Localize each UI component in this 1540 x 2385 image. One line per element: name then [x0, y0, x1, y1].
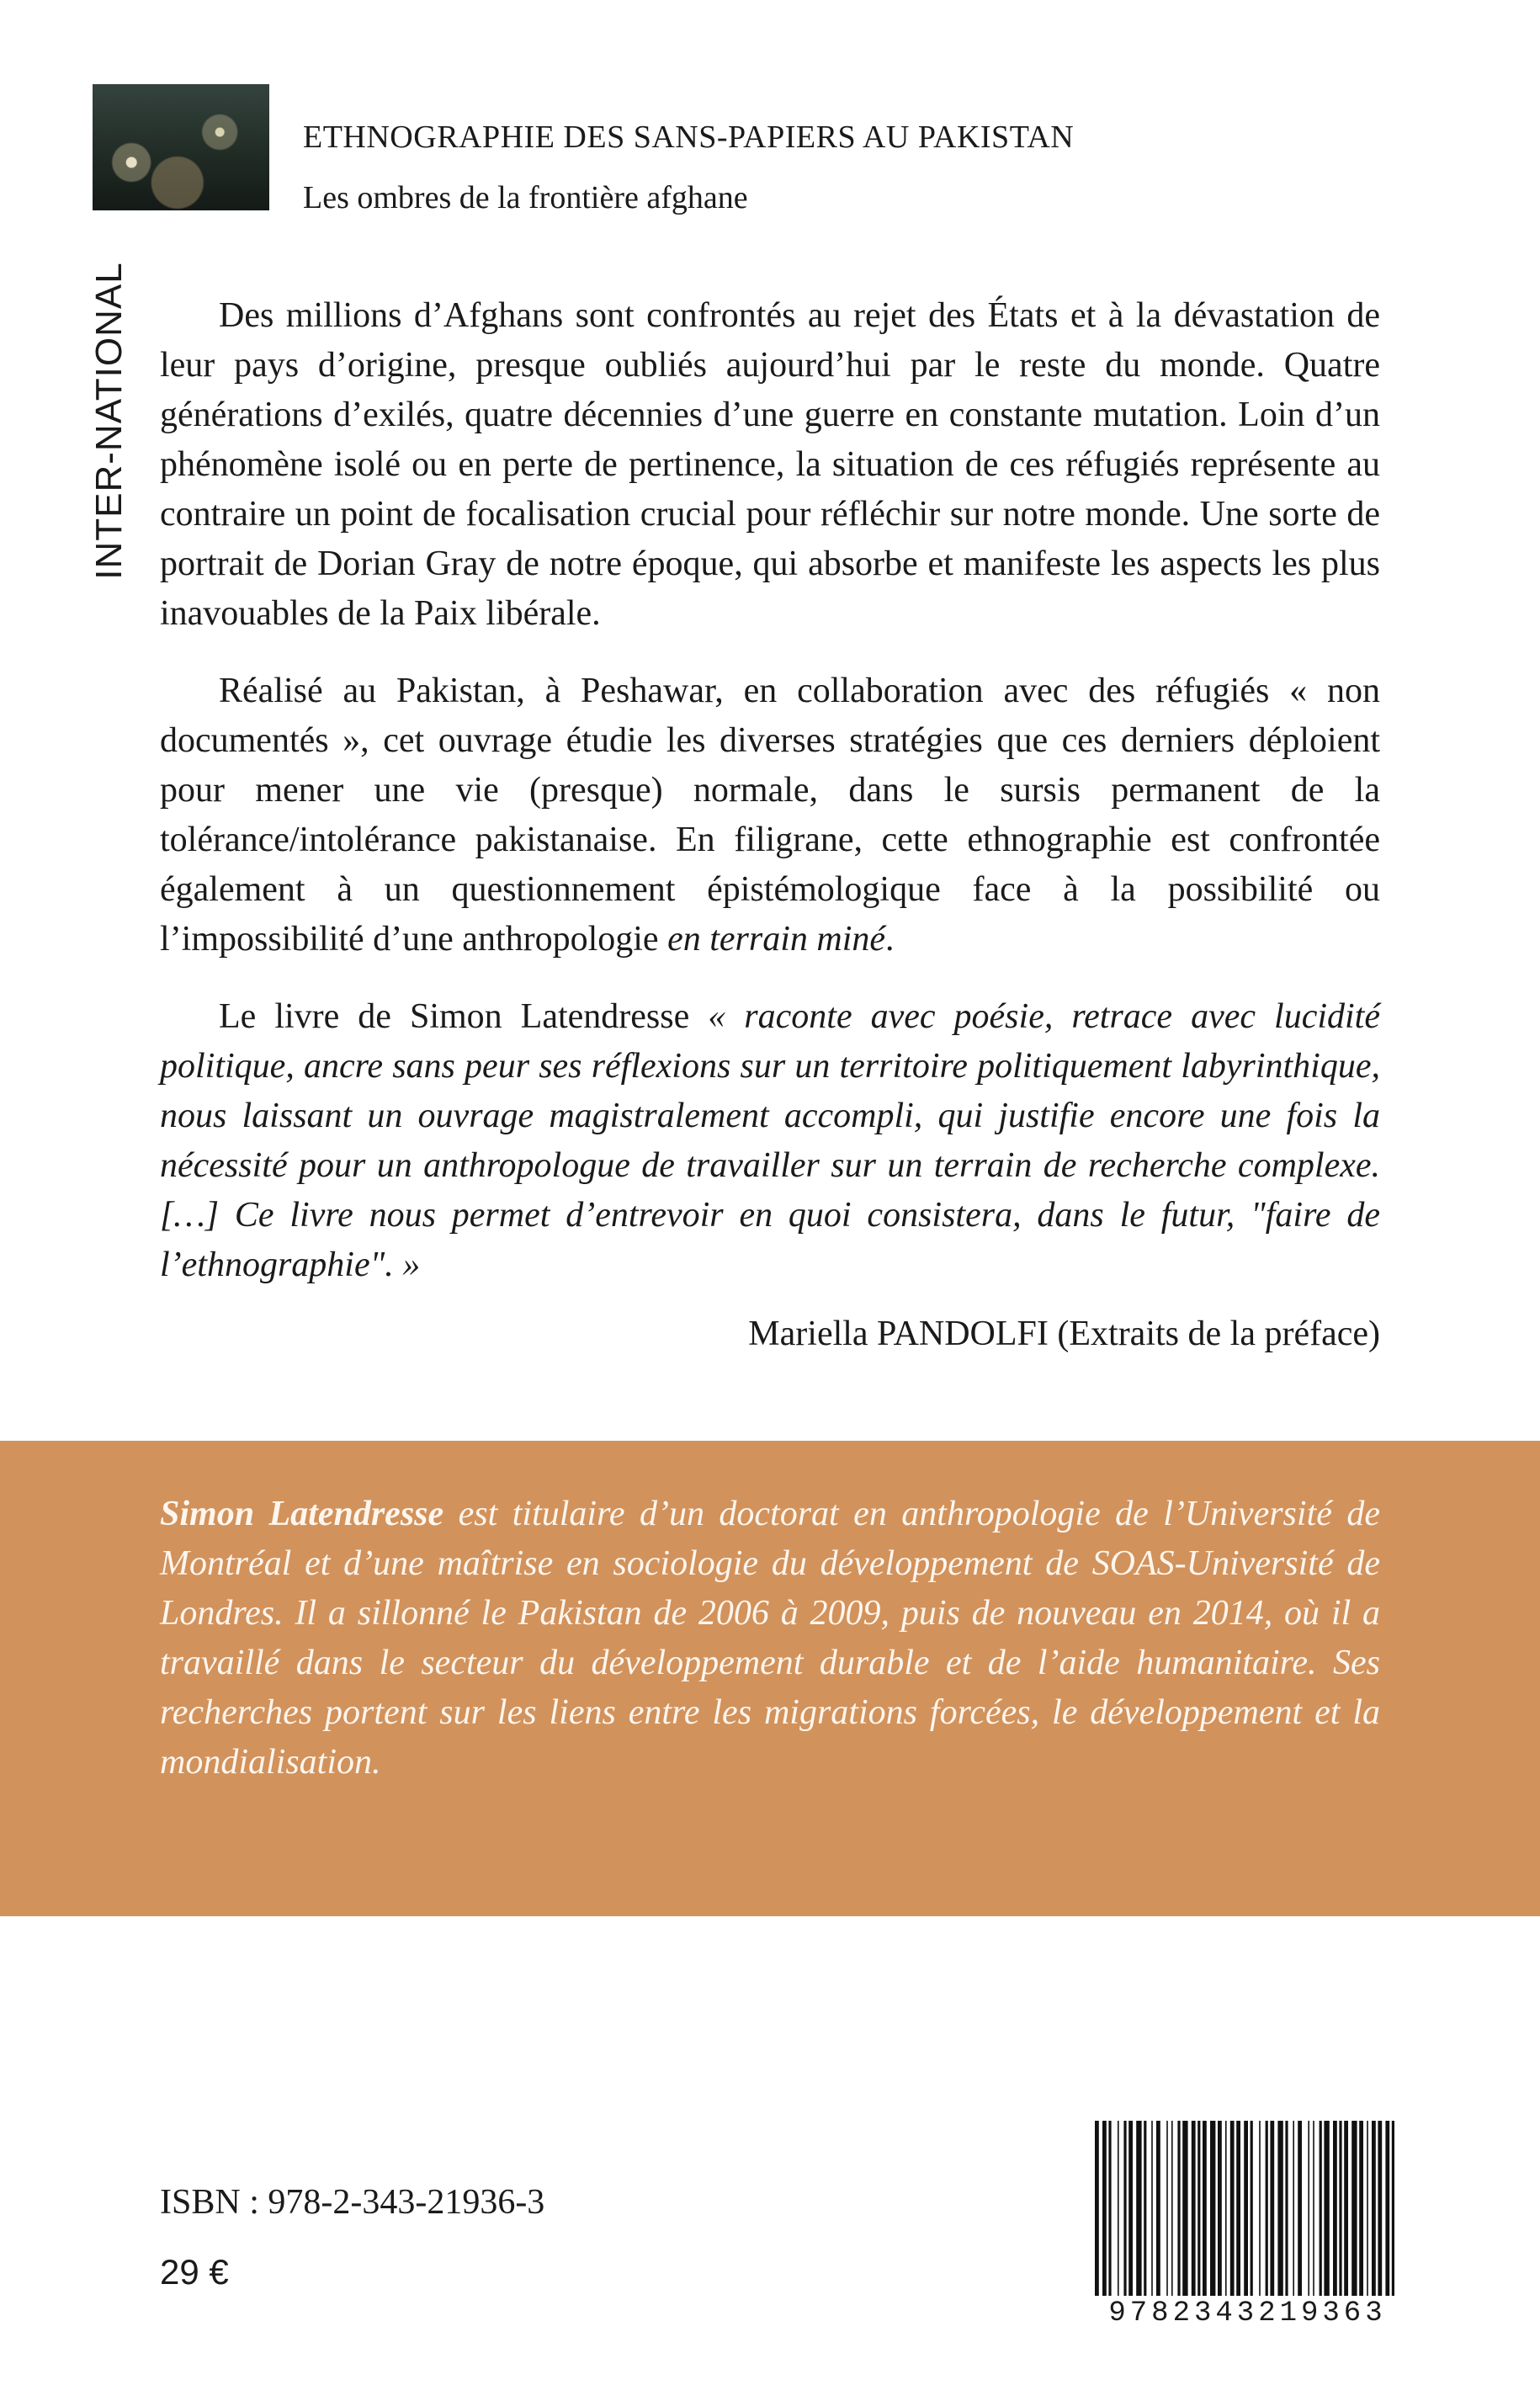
- barcode-stripe: [1102, 2121, 1107, 2296]
- cover-photo-thumbnail: [93, 84, 269, 210]
- author-bio-text: est titulaire d’un doctorat en anthropologie de l’Université de Montréal et d’une maîtrise en sociologie du développement de SOAS-Université de Londres. Il a sillonné le Pakistan de 2006 à 2009, puis de nouveau en 2014, où il a travaillé dans le secteur du développement durable et de l’aide humanitaire. Ses recherches portent sur les liens entre les migrations forcées, le développement et la mondialisation.: [160, 1495, 1380, 1782]
- barcode-stripe: [1244, 2121, 1248, 2296]
- p3-quote: « raconte avec poésie, retrace avec lucidité politique, ancre sans peur ses réflexions sur un territoire politiquement labyrinthique, nous laissant un ouvrage magistralement accompli, qui justifie encore une fois la nécessité pour un anthropologue de travailler sur un terrain de recherche complexe. […] Ce livre nous permet d’entrevoir en quoi consistera, dans le futur, "faire de l’ethnographie". »: [160, 997, 1380, 1284]
- series-label: [84, 252, 135, 589]
- barcode-stripe: [1285, 2121, 1288, 2296]
- barcode-stripe: [1251, 2121, 1253, 2296]
- blurb: [160, 291, 1380, 1359]
- barcode-number: 9782343219363: [1108, 2297, 1387, 2329]
- barcode-stripe: [1095, 2121, 1099, 2296]
- barcode-stripe: [1324, 2121, 1329, 2296]
- barcode-stripe: [1266, 2121, 1268, 2296]
- barcode-stripe: [1230, 2121, 1235, 2296]
- barcode-stripe: [1372, 2121, 1376, 2296]
- barcode-stripe: [1151, 2121, 1153, 2296]
- barcode-stripe: [1320, 2121, 1322, 2296]
- barcode-stripe: [1298, 2121, 1302, 2296]
- barcode-stripe: [1293, 2121, 1294, 2296]
- barcode-stripe: [1210, 2121, 1215, 2296]
- barcode: [1090, 2121, 1405, 2331]
- barcode-stripe: [1344, 2121, 1348, 2296]
- barcode-stripe: [1259, 2121, 1261, 2296]
- quote-signature: Mariella PANDOLFI (Extraits de la préface): [748, 1315, 1380, 1353]
- barcode-stripe: [1156, 2121, 1160, 2296]
- barcode-stripe: [1177, 2121, 1180, 2296]
- barcode-stripe: [1136, 2121, 1141, 2296]
- barcode-bars: [1090, 2121, 1405, 2296]
- barcode-stripe: [1359, 2121, 1363, 2296]
- barcode-stripe: [1123, 2121, 1126, 2296]
- barcode-stripe: [1218, 2121, 1222, 2296]
- barcode-stripe: [1144, 2121, 1146, 2296]
- series-label-text: INTER-NATIONAL: [88, 262, 130, 580]
- barcode-stripe: [1118, 2121, 1119, 2296]
- barcode-stripe: [1171, 2121, 1173, 2296]
- barcode-stripe: [1128, 2121, 1133, 2296]
- barcode-stripe: [1108, 2121, 1111, 2296]
- barcode-stripe: [1367, 2121, 1368, 2296]
- isbn: ISBN : 978-2-343-21936-3: [160, 2183, 545, 2222]
- barcode-stripe: [1378, 2121, 1382, 2296]
- barcode-stripe: [1192, 2121, 1196, 2296]
- barcode-stripe: [1203, 2121, 1207, 2296]
- barcode-stripe: [1313, 2121, 1314, 2296]
- barcode-stripe: [1166, 2121, 1168, 2296]
- blurb-paragraph-1: Des millions d’Afghans sont confrontés au rejet des États et à la dévastation de leur pays d’origine, presque oubliés aujourd’hui par le reste du monde. Quatre générations d’exilés, quatre décennies d’une guerre en constante mutation. Loin d’un phénomène isolé ou en perte de pertinence, la situation de ces réfugiés représente au contraire un point de focalisation crucial pour réfléchir sur notre monde. Une sorte de portrait de Dorian Gray de notre époque, qui absorbe et manifeste les aspects les plus inavouables de la Paix libérale.: [160, 296, 1380, 633]
- barcode-stripe: [1392, 2121, 1394, 2296]
- barcode-stripe: [1225, 2121, 1227, 2296]
- barcode-stripe: [1236, 2121, 1240, 2296]
- book-subtitle: Les ombres de la frontière afghane: [303, 180, 748, 215]
- blurb-paragraph-3: [160, 992, 1380, 1290]
- p2-italic: en terrain miné: [667, 920, 886, 959]
- book-title: ETHNOGRAPHIE DES SANS-PAPIERS AU PAKISTAN: [303, 120, 1075, 155]
- barcode-stripe: [1182, 2121, 1187, 2296]
- author-bio: [160, 1490, 1380, 1787]
- blurb-paragraph-2: [160, 667, 1380, 964]
- p2-text: Réalisé au Pakistan, à Peshawar, en collaboration avec des réfugiés « non documentés », cet ouvrage étudie les diverses stratégies que ces derniers déploient pour mener une vie (presque) normale, dans le sursis permanent de la tolérance/intolérance pakistanaise. En filigrane, cette ethnographie est confrontée également à un questionnement épistémologique face à la possibilité ou l’impossibilité d’une anthropologie: [160, 672, 1380, 959]
- barcode-stripe: [1333, 2121, 1337, 2296]
- barcode-stripe: [1197, 2121, 1200, 2296]
- p2-end: .: [885, 920, 895, 959]
- author-name: Simon Latendresse: [160, 1495, 444, 1533]
- barcode-stripe: [1277, 2121, 1282, 2296]
- barcode-stripe: [1270, 2121, 1274, 2296]
- barcode-stripe: [1385, 2121, 1389, 2296]
- p3-text: Le livre de Simon Latendresse: [219, 997, 709, 1036]
- barcode-stripe: [1308, 2121, 1309, 2296]
- barcode-stripe: [1339, 2121, 1341, 2296]
- price: 29 €: [160, 2252, 229, 2292]
- barcode-stripe: [1351, 2121, 1357, 2296]
